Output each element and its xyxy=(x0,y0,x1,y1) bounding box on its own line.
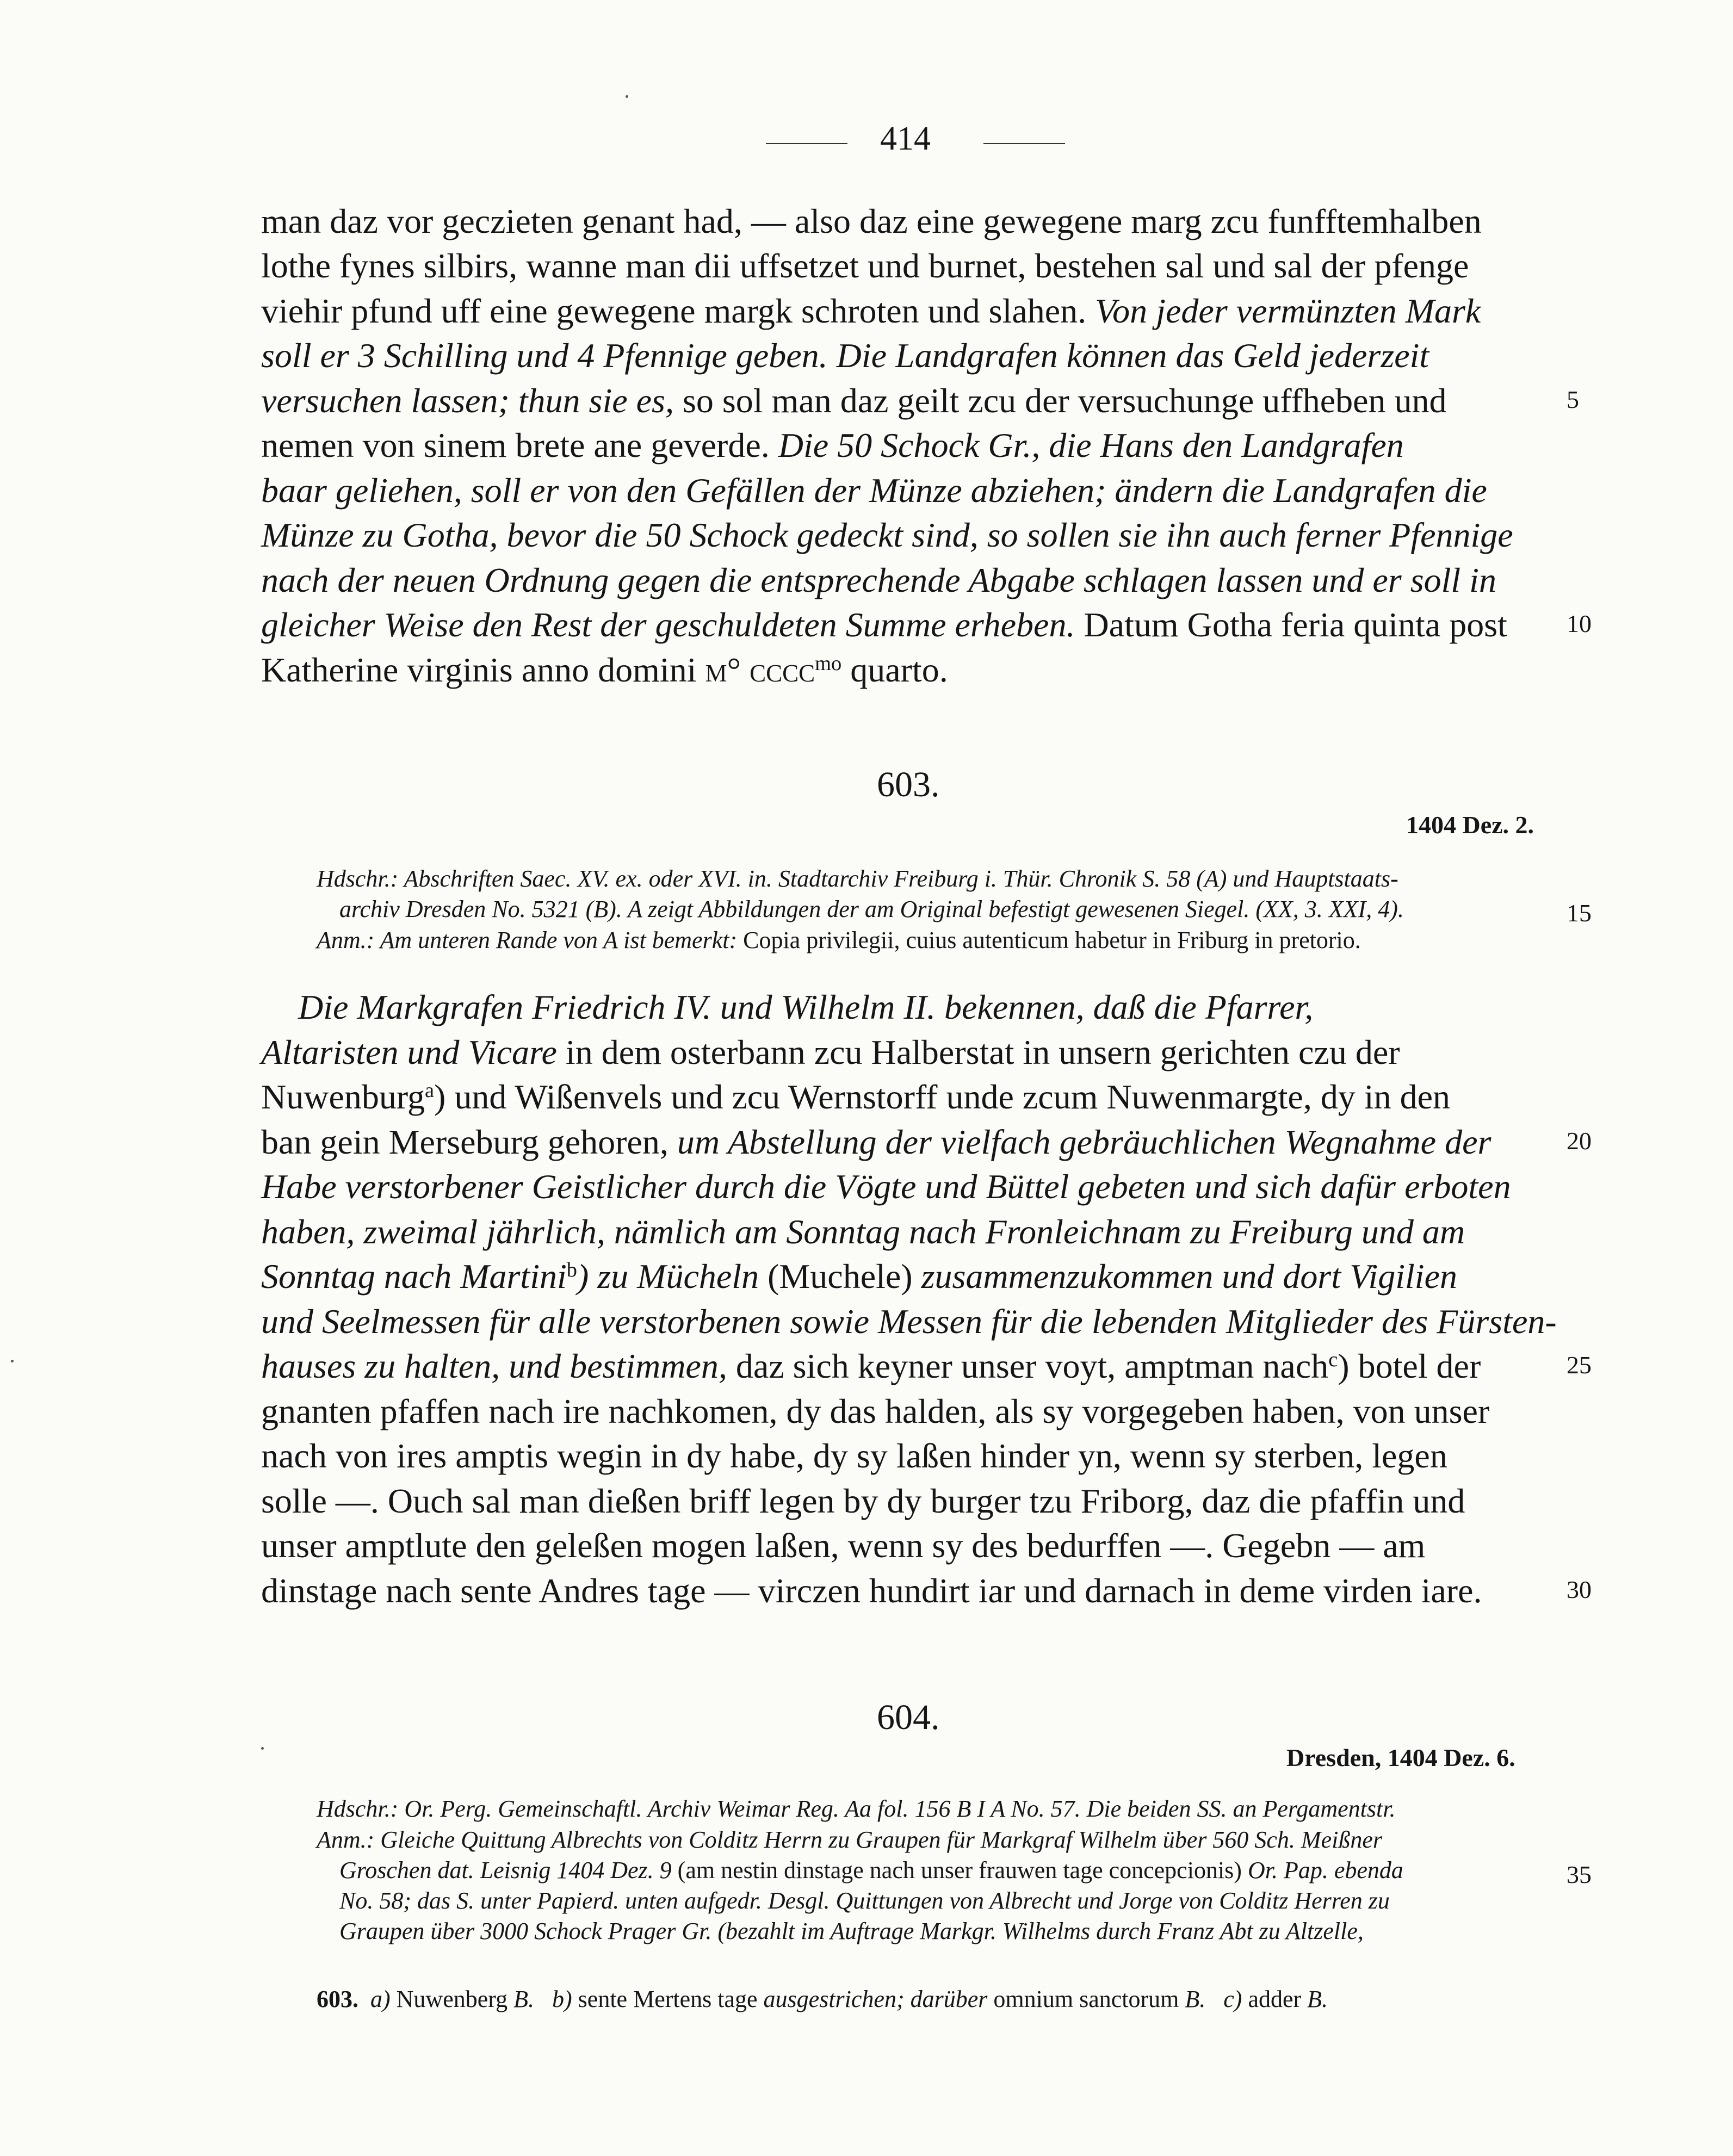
text-line: Die Markgrafen Friedrich IV. und Wilhelm II. bekennen, daß die Pfarrer, xyxy=(298,988,1314,1026)
document-date: 1404 Dez. 2. xyxy=(1406,811,1534,839)
footnotes: 603. a) Nuwenberg B. b) sente Mertens tage ausgestrichen; darüber omnium sanctorum B. c) adder B. xyxy=(317,1986,1328,2012)
text-line: unser amptlute den geleßen mogen laßen, wenn sy des bedurffen —. Gegebn — am xyxy=(261,1526,1426,1565)
apparatus-line: Anm.: Gleiche Quittung Albrechts von Colditz Herrn zu Graupen für Markgraf Wilhelm über 560 Sch. Meißner xyxy=(317,1826,1382,1853)
apparatus-line: Hdschr.: Abschriften Saec. XV. ex. oder XVI. in. Stadtarchiv Freiburg i. Thür. Chronik S. 58 (A) und Hauptstaats- xyxy=(317,865,1398,892)
text-line: haben, zweimal jährlich, nämlich am Sonntag nach Fronleichnam zu Freiburg und am xyxy=(261,1212,1465,1251)
text-line: nach der neuen Ordnung gegen die entsprechende Abgabe schlagen lassen und er soll in xyxy=(261,561,1496,599)
text-line: gnanten pfaffen nach ire nachkomen, dy das halden, als sy vorgegeben haben, von unser xyxy=(261,1392,1490,1430)
apparatus-line: No. 58; das S. unter Papierd. unten aufgedr. Desgl. Quittungen von Albrecht und Jorge von Colditz Herren zu xyxy=(339,1887,1390,1914)
text-line: baar geliehen, soll er von den Gefällen der Münze abziehen; ändern die Landgrafen die xyxy=(261,471,1487,510)
line-number: 5 xyxy=(1567,386,1579,413)
text-line: und Seelmessen für alle verstorbenen sowie Messen für die lebenden Mitglieder des Fürsten- xyxy=(261,1302,1557,1341)
line-number: 20 xyxy=(1567,1127,1592,1155)
text-line: nemen von sinem brete ane geverde. Die 50 Schock Gr., die Hans den Landgrafen xyxy=(261,426,1404,464)
line-number: 35 xyxy=(1567,1861,1592,1888)
apparatus-line: archiv Dresden No. 5321 (B). A zeigt Abbildungen der am Original befestigt gewesenen Siegel. (XX, 3. XXI, 4). xyxy=(339,896,1404,922)
text-line: viehir pfund uff eine gewegene margk schroten und slahen. Von jeder vermünzten Mark xyxy=(261,292,1481,330)
scan-speck xyxy=(11,1360,14,1362)
text-line: lothe fynes silbirs, wanne man dii uffsetzet und burnet, bestehen sal und sal der pfenge xyxy=(261,246,1469,285)
header-rule-left xyxy=(766,143,847,144)
document-number: 604. xyxy=(877,1697,940,1737)
header-rule-right xyxy=(983,143,1065,144)
apparatus-line: Anm.: Am unteren Rande von A ist bemerkt: Copia privilegii, cuius autenticum habetur in Friburg in pretorio. xyxy=(317,927,1361,953)
line-number: 15 xyxy=(1567,899,1592,927)
text-line: Katherine virginis anno domini m° cccc$^{mo}$ quarto. xyxy=(261,650,948,689)
line-number: 10 xyxy=(1567,610,1592,637)
text-line: ban gein Merseburg gehoren, um Abstellung der vielfach gebräuchlichen Wegnahme der xyxy=(261,1123,1491,1161)
text-line: Nuwenburg$^a$) und Wißenvels und zcu Wernstorff unde zcum Nuwenmargte, dy in den xyxy=(261,1077,1451,1116)
document-date: Dresden, 1404 Dez. 6. xyxy=(1286,1744,1515,1771)
scan-speck xyxy=(626,95,628,98)
text-line: Habe verstorbener Geistlicher durch die Vögte und Büttel gebeten und sich dafür erboten xyxy=(261,1167,1511,1206)
apparatus-line: Groschen dat. Leisnig 1404 Dez. 9 (am nestin dinstage nach unser frauwen tage concepcionis) Or. Pap. ebenda xyxy=(339,1857,1403,1884)
text-line: solle —. Ouch sal man dießen briff legen by dy burger tzu Friborg, daz die pfaffin und xyxy=(261,1482,1465,1520)
apparatus-line: Graupen über 3000 Schock Prager Gr. (bezahlt im Auftrage Markgr. Wilhelms durch Franz Abt zu Altzelle, xyxy=(339,1918,1364,1944)
text-line: Sonntag nach Martini$^b$) zu Mücheln (Muchele) zusammenzukommen und dort Vigilien xyxy=(261,1257,1457,1296)
text-line: nach von ires amptis wegin in dy habe, dy sy laßen hinder yn, wenn sy sterben, legen xyxy=(261,1436,1447,1475)
apparatus-line: Hdschr.: Or. Perg. Gemeinschaftl. Archiv Weimar Reg. Aa fol. 156 B I A No. 57. Die beiden SS. an Pergamentstr. xyxy=(317,1795,1396,1822)
text-line: Altaristen und Vicare in dem osterbann zcu Halberstat in unsern gerichten czu der xyxy=(261,1033,1400,1071)
text-line: soll er 3 Schilling und 4 Pfennige geben. Die Landgrafen können das Geld jederzeit xyxy=(261,336,1429,375)
line-number: 25 xyxy=(1567,1351,1592,1379)
text-line: Münze zu Gotha, bevor die 50 Schock gedeckt sind, so sollen sie ihn auch ferner Pfennige xyxy=(261,516,1513,554)
text-line: hauses zu halten, und bestimmen, daz sich keyner unser voyt, amptman nach$^c$) botel der xyxy=(261,1347,1481,1385)
document-number: 603. xyxy=(877,765,940,804)
text-line: man daz vor geczieten genant had, — also daz eine gewegene marg zcu funfftemhalben xyxy=(261,202,1482,240)
line-number: 30 xyxy=(1567,1576,1592,1603)
page-number: 414 xyxy=(880,120,931,157)
scan-speck xyxy=(261,1747,264,1750)
text-line: gleicher Weise den Rest der geschuldeten Summe erheben. Datum Gotha feria quinta post xyxy=(261,605,1507,644)
text-line: versuchen lassen; thun sie es, so sol man daz geilt zcu der versuchunge uffheben und xyxy=(261,381,1447,420)
text-line: dinstage nach sente Andres tage — virczen hundirt iar und darnach in deme virden iare. xyxy=(261,1571,1482,1610)
